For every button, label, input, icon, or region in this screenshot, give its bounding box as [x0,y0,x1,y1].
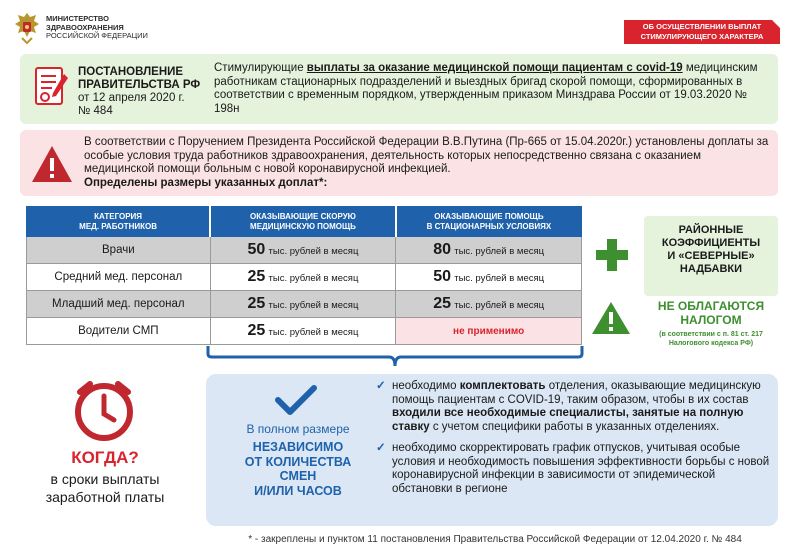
ambulance-cell: 25 тыс. рублей в месяц [210,291,396,318]
clock-icon [72,378,136,442]
decree-date: от 12 апреля 2020 г. [78,92,185,104]
check-icon: ✓ [376,442,386,454]
independent-line: СМЕН [279,469,317,483]
hospital-cell: 80 тыс. рублей в месяц [396,237,582,264]
no-tax-line: НАЛОГОМ [680,312,742,327]
decree-text: медицинским работникам стационарных подразделений и выездных бригад скорой помощи, сформированных в соответствии с временным порядком, утвержденным приказом Минздрава России от 19.03.2020 № 198н [214,62,758,115]
plus-icon [594,237,630,273]
list-item: ✓ необходимо комплектовать отделения, оказывающие медицинскую помощь пациентам с COVID-19, таким образом, чтобы в их состав входили все необходимые специалисты, занятые на полную ставку с учетом специфики работы в указанных отделениях. [376,380,761,433]
ministry-name [46,15,148,41]
independent-line: ОТ КОЛИЧЕСТВА [244,454,352,469]
column-header-hospital: ОКАЗЫВАЮЩИЕ ПОМОЩЬ В СТАЦИОНАРНЫХ УСЛОВИЯХ [396,207,582,237]
no-tax-note-line: (в соответствии с п. 81 ст. 217 [659,331,763,338]
ministry-line: РОССИЙСКОЙ ФЕДЕРАЦИИ [46,31,148,41]
bracket-divider [206,346,584,368]
no-tax-line: НЕ ОБЛАГАЮТСЯ [657,299,765,313]
when-title: КОГДА? [71,448,139,467]
footnote: * - закреплены и пунктом 11 постановления Правительства Российской Федерации от 12.04.2020 г. № 484 [248,534,742,545]
warning-icon [30,144,74,184]
when-subtitle [20,470,190,506]
conditions-box [206,374,778,526]
category-cell: Водители СМП [27,318,211,345]
check-icon: ✓ [376,380,386,392]
regional-line: РАЙОННЫЕ [678,224,744,236]
decree-title-line: ПОСТАНОВЛЕНИЕ [78,66,184,78]
ambulance-cell: 25 тыс. рублей в месяц [210,264,396,291]
badge-line: СТИМУЛИРУЮЩЕГО ХАРАКТЕРА [640,32,764,41]
decree-title [78,66,202,118]
when-line: в сроки выплаты [50,471,160,487]
table-row [27,264,582,291]
decree-box [20,54,778,124]
coat-of-arms-icon [14,11,40,45]
decree-text-bold: выплаты за оказание медицинской помощи пациентам с covid-19 [306,62,683,74]
conditions-list [374,380,772,504]
hospital-cell: 50 тыс. рублей в месяц [396,264,582,291]
full-amount-label: В полном размере [246,422,350,436]
instruction-box [20,130,778,196]
hospital-cell: 25 тыс. рублей в месяц [396,291,582,318]
regional-line: КОЭФФИЦИЕНТЫ [661,237,761,249]
category-cell: Врачи [27,237,211,264]
list-item: ✓ необходимо скорректировать график отпусков, учитывая особые условия и необходимость повышения эффективности борьбы с новой коронавирусной инфекции в зависимости от эпидемической обстановки в регионе [376,442,770,495]
instruction-body: В соответствии с Поручением Президента Российской Федерации В.В.Путина (Пр-665 от 15.04.2020г.) установлены доплаты за особые условия труда работников здравоохранения, деятельность которых непосредственно связана с оказанием медицинской помощи больным с новой коронавирусной инфекцией. [84,136,769,175]
independent-label [216,440,380,498]
table-row [27,318,582,345]
no-tax-note-line: Налогового кодекса РФ) [668,340,754,347]
checkmark-icon [274,384,318,418]
decree-number: № 484 [78,105,113,117]
ambulance-cell: 25 тыс. рублей в месяц [210,318,396,345]
regional-coefficients-box [644,216,778,296]
table-row [27,237,582,264]
ministry-line: МИНИСТЕРСТВО [46,14,109,24]
category-cell: Младший мед. персонал [27,291,211,318]
warning-icon [590,300,632,336]
ambulance-cell: 50 тыс. рублей в месяц [210,237,396,264]
when-line: заработной платы [45,489,165,505]
column-header-category: КАТЕГОРИЯ МЕД. РАБОТНИКОВ [27,207,211,237]
not-applicable-cell: не применимо [396,318,582,345]
decree-text: Стимулирующие [214,62,307,74]
topic-badge [624,20,780,44]
decree-description [214,62,774,116]
regional-line: И «СЕВЕРНЫЕ» [667,250,755,262]
regional-line: НАДБАВКИ [679,263,743,275]
decree-title-line: ПРАВИТЕЛЬСТВА РФ [78,79,201,91]
no-tax-title [642,300,780,327]
column-header-ambulance: ОКАЗЫВАЮЩИЕ СКОРУЮ МЕДИЦИНСКУЮ ПОМОЩЬ [210,207,396,237]
no-tax-note [642,330,780,348]
table-header-row [27,207,582,237]
independent-line: НЕЗАВИСИМО [252,440,344,454]
instruction-text [84,136,772,190]
badge-line: ОБ ОСУЩЕСТВЛЕНИИ ВЫПЛАТ [642,22,762,31]
table-row [27,291,582,318]
independent-line: И/ИЛИ ЧАСОВ [254,483,342,498]
header [14,10,148,46]
payments-table [26,206,582,345]
ministry-line: ЗДРАВООХРАНЕНИЯ [46,22,124,32]
instruction-bold: Определены размеры указанных доплат*: [84,176,328,189]
category-cell: Средний мед. персонал [27,264,211,291]
document-pen-icon [34,66,70,110]
